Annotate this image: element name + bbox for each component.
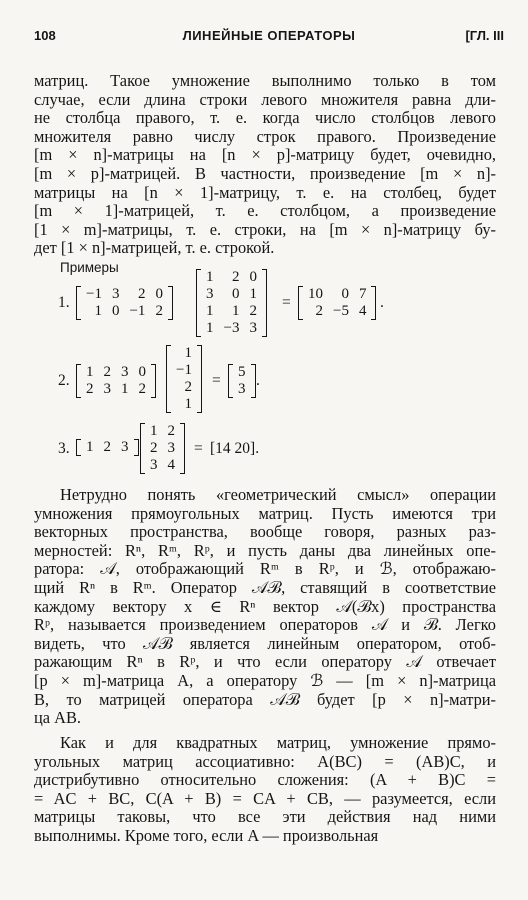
matrix-cell: 1 xyxy=(184,396,192,412)
matrix-cell: 2 xyxy=(103,439,111,455)
matrix-cell: 0 xyxy=(138,364,146,380)
example-1-end: . xyxy=(380,294,384,311)
chapter-ref: [ГЛ. III xyxy=(465,28,504,43)
chapter-title: ЛИНЕЙНЫЕ ОПЕРАТОРЫ xyxy=(182,28,356,43)
matrix-cell: 3 xyxy=(103,381,111,397)
text-line: ца AB. xyxy=(34,708,82,728)
matrix-cell: 3 xyxy=(111,286,120,302)
example-2-matrix-c xyxy=(228,364,256,398)
matrix-cell: 3 xyxy=(249,320,257,336)
text-line: выполнимы. Кроме того, если A — произвольная xyxy=(34,825,379,845)
matrix-cell: 10 xyxy=(308,286,323,302)
matrix-cell: −1 xyxy=(129,303,146,319)
matrix-cell: 1 xyxy=(86,364,94,380)
page-header xyxy=(34,28,504,48)
page-number: 108 xyxy=(34,28,56,43)
matrix-cell: 5 xyxy=(238,364,246,380)
matrix-cell: 3 xyxy=(121,364,129,380)
text-line: [m × n]-матрицы на [n × p]-матрицу будет, очевидно, xyxy=(34,145,496,165)
text-line: случае, если длина строки левого множителя равна дли- xyxy=(34,89,496,109)
matrix-cell: 1 xyxy=(231,303,240,319)
matrix-cell: 1 xyxy=(86,439,94,455)
matrix-cell: 4 xyxy=(358,303,367,319)
matrix-cell: 2 xyxy=(231,269,240,285)
matrix-cell: −5 xyxy=(333,303,349,319)
example-3-matrix-a xyxy=(76,439,139,456)
example-2-equals: = xyxy=(212,372,221,389)
paragraph-geometric-meaning xyxy=(34,486,496,728)
matrix-cell: 1 xyxy=(206,320,214,336)
text-line: каждому вектору x ∈ Rⁿ вектор 𝒜(ℬx) пространства xyxy=(34,596,496,616)
matrix-cell: 2 xyxy=(103,364,111,380)
example-1-equals: = xyxy=(282,294,291,311)
matrix-cell: 0 xyxy=(249,269,257,285)
matrix-cell: 3 xyxy=(167,440,175,456)
matrix-cell: 0 xyxy=(155,286,163,302)
text-line: [p × m]-матрица A, а оператору ℬ — [m × n]-матрица xyxy=(34,670,496,690)
text-line: = AC + BC, C(A + B) = CA + CB, — разумеется, если xyxy=(34,788,496,808)
matrix-cell: 2 xyxy=(155,303,163,319)
example-3-equals: = xyxy=(194,440,203,457)
example-2-matrix-b xyxy=(166,345,202,413)
text-line: мерностей: Rⁿ, Rᵐ, Rᵖ, и пусть даны два линейных опе- xyxy=(34,540,496,560)
matrix-cell: 2 xyxy=(184,379,192,395)
text-line: [m × 1]-матрицей, т. е. столбцом, а произведение xyxy=(34,201,496,221)
matrix-cell: 2 xyxy=(167,423,175,439)
paragraph-associativity xyxy=(34,734,496,846)
text-line: ратора: 𝒜, отображающий Rᵐ в Rᵖ, и ℬ, отображаю- xyxy=(34,559,496,579)
matrix-cell: −1 xyxy=(176,362,192,378)
text-line: [m × p]-матрицей. В частности, произведение [m × n]- xyxy=(34,163,496,183)
text-line: Rᵖ, называется произведением операторов 𝒜 и ℬ. Легко xyxy=(34,615,496,635)
matrix-cell: 2 xyxy=(315,303,323,319)
example-1-matrix-c xyxy=(298,286,376,320)
matrix-cell: 0 xyxy=(231,286,240,302)
text-line: Как и для квадратных матриц, умножение прямо- xyxy=(60,733,496,752)
text-line: дистрибутивно относительно сложения: (A + B)C = xyxy=(34,770,496,790)
text-line: щий Rⁿ в Rᵐ. Оператор 𝒜ℬ, ставящий в соответствие xyxy=(34,577,496,597)
text-line: дет [1 × n]-матрицей, т. е. строкой. xyxy=(34,238,275,258)
text-line: матриц. Такое умножение выполнимо только в том xyxy=(34,71,496,90)
text-line: матрицы на [n × 1]-матрицу, т. е. на столбец, будет xyxy=(34,182,496,202)
matrix-cell: 3 xyxy=(238,381,246,397)
text-line: B, то матрицей оператора 𝒜ℬ будет [p × n]-матри- xyxy=(34,689,496,709)
example-1-matrix-a xyxy=(76,286,173,320)
matrix-cell: 3 xyxy=(206,286,214,302)
text-line: матрицы таковы, что все эти действия над ними xyxy=(34,807,496,827)
text-line: умножения прямоугольных матриц. Пусть имеются три xyxy=(34,503,496,523)
matrix-cell: 1 xyxy=(150,423,158,439)
paragraph-matrix-dimensions xyxy=(34,72,496,258)
text-line: ражающим Rⁿ в Rᵖ, и что если оператору 𝒜 отвечает xyxy=(34,652,496,672)
matrix-cell: 2 xyxy=(86,381,94,397)
matrix-cell: 7 xyxy=(358,286,367,302)
example-3-result: [14 20]. xyxy=(210,440,260,457)
matrix-cell: −1 xyxy=(86,286,102,302)
example-3-matrix-b xyxy=(140,423,185,474)
matrix-cell: 2 xyxy=(150,440,158,456)
matrix-cell: 3 xyxy=(121,439,129,455)
matrix-cell: 2 xyxy=(249,303,257,319)
matrix-cell: 1 xyxy=(184,345,192,361)
example-2-end: . xyxy=(256,372,260,389)
text-line: множителя равно числу строк правого. Произведение xyxy=(34,126,496,146)
matrix-cell: 4 xyxy=(167,457,175,473)
matrix-cell: 1 xyxy=(206,303,214,319)
examples-title: Примеры xyxy=(60,260,119,275)
example-2-number: 2. xyxy=(58,372,70,389)
text-line: [1 × m]-матрицы, т. е. строки, на [m × n]-матрицу бу- xyxy=(34,219,496,239)
matrix-cell: 1 xyxy=(94,303,102,319)
matrix-cell: −3 xyxy=(223,320,240,336)
matrix-cell: 2 xyxy=(137,286,146,302)
text-line: не столбца правого, т. е. когда число столбцов левого xyxy=(34,108,496,128)
text-line: угольных матриц ассоциативно: A(BC) = (AB)C, и xyxy=(34,751,496,771)
example-2-matrix-a xyxy=(76,364,156,398)
matrix-cell: 1 xyxy=(206,269,214,285)
matrix-cell: 0 xyxy=(111,303,120,319)
matrix-cell: 1 xyxy=(121,381,129,397)
example-1-matrix-b xyxy=(196,269,267,337)
matrix-cell: 2 xyxy=(138,381,146,397)
matrix-cell: 3 xyxy=(150,457,158,473)
example-1-number: 1. xyxy=(58,294,70,311)
text-line: видеть, что 𝒜ℬ является линейным оператором, отоб- xyxy=(34,633,496,653)
text-line: векторных пространства, вообще говоря, разных раз- xyxy=(34,522,496,542)
example-3-number: 3. xyxy=(58,440,70,457)
matrix-cell: 0 xyxy=(341,286,349,302)
text-line: Нетрудно понять «геометрический смысл» операции xyxy=(60,485,496,504)
matrix-cell: 1 xyxy=(249,286,257,302)
